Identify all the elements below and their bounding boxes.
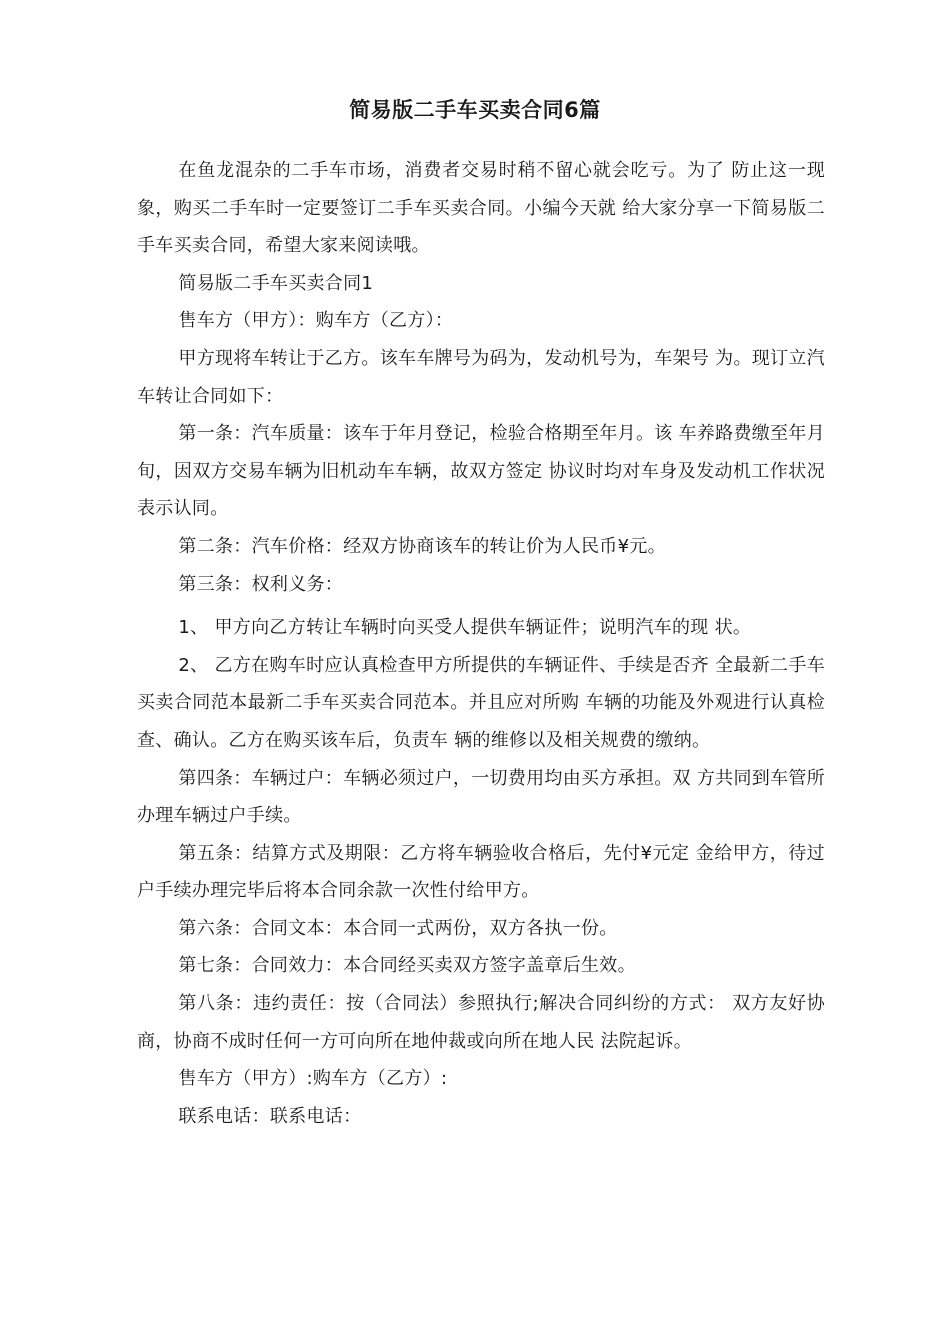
document-body	[137, 152, 825, 1135]
contract-heading: 简易版二手车买卖合同1	[178, 272, 374, 294]
article-2-price: 第二条：汽车价格：经双方协商该车的转让价为人民币¥元。	[178, 535, 666, 557]
article-3-rights: 第三条：权利义务：	[178, 573, 344, 595]
article-3-item-1: 1、 甲方向乙方转让车辆时向买受人提供车辆证件；说明汽车的现 状。	[178, 617, 752, 639]
article-6-text: 第六条：合同文本：本合同一式两份，双方各执一份。	[178, 917, 618, 939]
article-4-transfer: 第四条：车辆过户：车辆必须过户，一切费用均由买方承担。双 方共同到车管所办理车辆过户手续。	[137, 767, 825, 827]
article-8-liability: 第八条：违约责任：按（合同法）参照执行;解决合同纠纷的方式： 双方友好协商，协商不成时任何一方可向所在地仲裁或向所在地人民 法院起诉。	[137, 993, 825, 1052]
article-1-quality: 第一条：汽车质量：该车于年月登记，检验合格期至年月。该 车养路费缴至年月旬，因双方交易车辆为旧机动车车辆，故双方签定 协议时均对车身及发动机工作状况表示认同。	[137, 423, 825, 520]
article-5-settlement: 第五条：结算方式及期限：乙方将车辆验收合格后，先付¥元定 金给甲方，待过户手续办理完毕后将本合同余款一次性付给甲方。	[137, 842, 825, 902]
signature-parties-line: 售车方（甲方）:购车方（乙方）:	[178, 1068, 448, 1090]
article-7-validity: 第七条：合同效力：本合同经买卖双方签字盖章后生效。	[178, 955, 636, 977]
article-3-item-2: 2、 乙方在购车时应认真检查甲方所提供的车辆证件、手续是否齐 全最新二手车买卖合同范本最新二手车买卖合同范本。并且应对所购 车辆的功能及外观进行认真检查、确认。乙方在购买该车后，负责车 辆的维修以及相关规费的缴纳。	[137, 654, 825, 751]
contact-phone-line: 联系电话：联系电话：	[178, 1105, 362, 1127]
transfer-paragraph: 甲方现将车转让于乙方。该车车牌号为码为，发动机号为，车架号 为。现订立汽车转让合同如下：	[137, 347, 825, 407]
intro-paragraph: 在鱼龙混杂的二手车市场，消费者交易时稍不留心就会吃亏。为了 防止这一现象，购买二手车时一定要签订二手车买卖合同。小编今天就 给大家分享一下简易版二手车买卖合同，希望大家来阅读哦。	[137, 160, 825, 257]
document-title: 简易版二手车买卖合同6篇	[349, 98, 601, 122]
parties-line: 售车方（甲方）：购车方（乙方）：	[178, 310, 454, 332]
